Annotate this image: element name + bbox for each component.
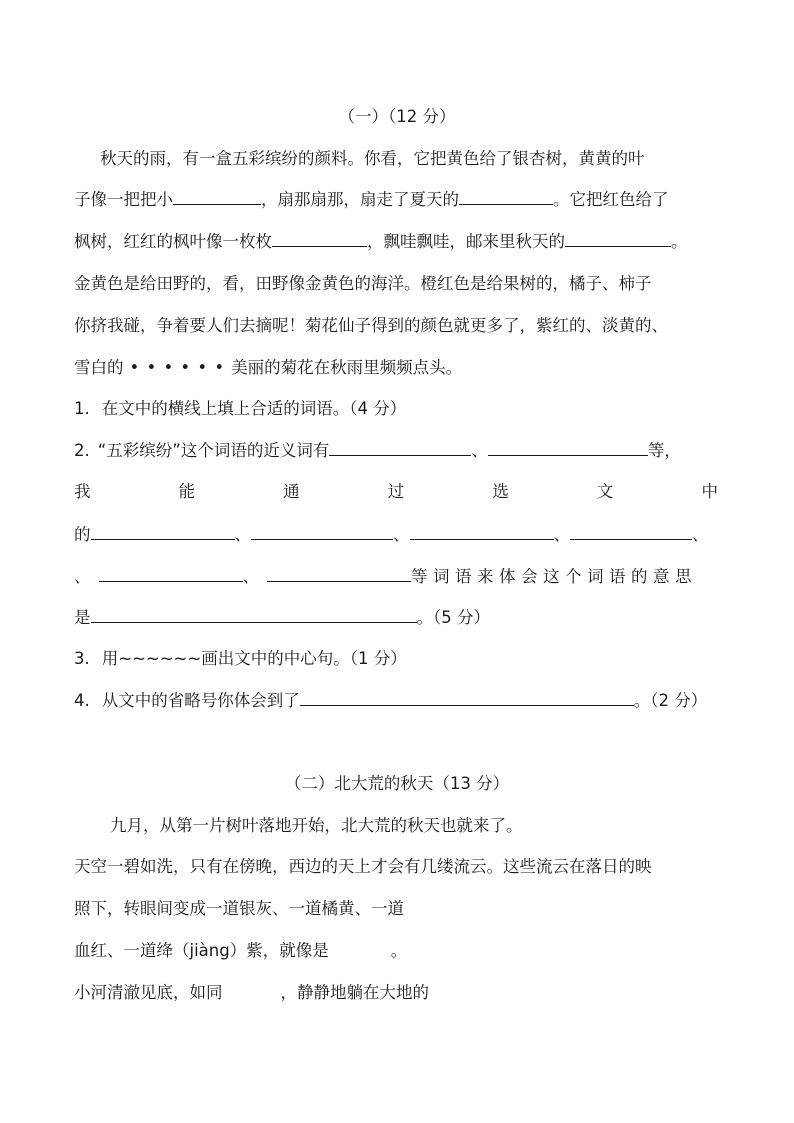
separator: 、 <box>471 441 488 460</box>
question-text: 画出文中的中心句。（1 分） <box>201 649 407 668</box>
passage-text: 。它把红色给了 <box>553 190 669 209</box>
passage-text: 美丽的菊花在秋雨里频频点头。 <box>231 358 463 377</box>
question-text: 等词语来体会这个词语的意思 <box>411 567 697 586</box>
question-1 <box>74 398 406 420</box>
answer-blank[interactable] <box>570 524 692 540</box>
ellipsis-dots: • • • • • • <box>129 358 226 377</box>
separator: 、 <box>234 525 251 544</box>
wavy-underline-mark: ~~~~~~ <box>118 649 202 668</box>
question-number: 3. <box>74 649 90 668</box>
question-text: 从文中的省略号你体会到了 <box>101 691 300 710</box>
question-text: 用 <box>101 649 119 668</box>
passage-line-3 <box>74 231 688 253</box>
spread-char: 过 <box>387 482 405 501</box>
answer-blank[interactable] <box>99 566 243 582</box>
passage-line-5: 你挤我碰，争着要人们去摘呢！菊花仙子得到的颜色就更多了，紫红的、淡黄的、 <box>74 316 668 335</box>
question-text: “五彩缤纷”这个词语的近义词有 <box>97 441 330 460</box>
answer-blank[interactable] <box>488 440 648 456</box>
question-2-line-5 <box>74 607 490 629</box>
question-2-line-1 <box>74 440 681 462</box>
passage-line-2 <box>74 189 669 211</box>
question-2-line-4 <box>74 566 697 588</box>
answer-blank[interactable] <box>410 524 554 540</box>
answer-blank[interactable] <box>565 231 671 247</box>
answer-blank[interactable] <box>459 189 553 205</box>
passage-line-6 <box>74 357 462 379</box>
answer-blank[interactable] <box>91 607 417 623</box>
answer-blank[interactable] <box>329 440 471 456</box>
passage-text: 子像一把把小 <box>74 190 173 209</box>
question-text: 是 <box>74 608 91 627</box>
passage-line-4: 金黄色是给田野的，看，田野像金黄色的海洋。橙红色是给果树的，橘子、柿子 <box>74 274 652 293</box>
passage-text: ，静静地躺在大地的 <box>280 983 429 1002</box>
section-1-heading: （一）（12 分） <box>338 107 456 126</box>
question-2-line-2 <box>74 481 718 503</box>
separator: 、 <box>242 567 259 586</box>
answer-blank[interactable] <box>272 231 367 247</box>
separator: 、 <box>74 567 91 586</box>
separator: 、 <box>393 525 410 544</box>
passage-text: 雪白的 <box>74 358 124 377</box>
separator: 、 <box>553 525 570 544</box>
spread-char: 我 <box>74 482 91 501</box>
spread-char: 中 <box>701 482 718 501</box>
passage-text: 。 <box>390 941 408 960</box>
passage-2-line-5 <box>74 982 429 1004</box>
passage-text: ，扇那扇那，扇走了夏天的 <box>261 190 459 209</box>
passage-2-line-4 <box>74 940 407 962</box>
passage-text: 小河清澈见底，如同 <box>74 983 223 1002</box>
answer-blank[interactable] <box>300 690 634 706</box>
passage-text: 枫树，红红的枫叶像一枚枚 <box>74 232 272 251</box>
section-2-heading: （二）北大荒的秋天（13 分） <box>284 774 510 793</box>
spread-char: 能 <box>178 482 196 501</box>
passage-text: ，飘哇飘哇，邮来里秋天的 <box>367 232 565 251</box>
question-text: 在文中的横线上填上合适的词语。（4 分） <box>101 399 407 418</box>
passage-text: 血红、一道绛（jiàng）紫，就像是 <box>74 941 329 960</box>
question-text: 等， <box>647 441 681 460</box>
question-number: 2. <box>74 441 90 460</box>
passage-2-line-3: 照下，转眼间变成一道银灰、一道橘黄、一道 <box>74 899 404 918</box>
answer-blank[interactable] <box>267 566 411 582</box>
question-number: 1. <box>74 399 90 418</box>
spread-char: 文 <box>596 482 614 501</box>
question-text: 。（5 分） <box>416 608 490 627</box>
answer-blank[interactable] <box>251 524 393 540</box>
question-2-line-3 <box>74 524 709 546</box>
passage-line-1: 秋天的雨，有一盒五彩缤纷的颜料。你看，它把黄色给了银杏树，黄黄的叶 <box>100 149 645 168</box>
question-text: 。（2 分） <box>633 691 708 710</box>
question-3 <box>74 648 407 670</box>
passage-text: 。 <box>671 232 688 251</box>
spread-char: 选 <box>492 482 509 501</box>
question-number: 4. <box>74 691 90 710</box>
answer-blank[interactable] <box>173 189 261 205</box>
passage-2-line-1: 九月，从第一片树叶落地开始，北大荒的秋天也就来了。 <box>110 816 523 835</box>
question-4 <box>74 690 707 712</box>
passage-2-line-2: 天空一碧如洗，只有在傍晚，西边的天上才会有几缕流云。这些流云在落日的映 <box>74 857 652 876</box>
separator: 、 <box>692 525 709 544</box>
question-text: 的 <box>74 525 91 544</box>
answer-blank[interactable] <box>91 524 235 540</box>
spread-char: 通 <box>283 482 300 501</box>
